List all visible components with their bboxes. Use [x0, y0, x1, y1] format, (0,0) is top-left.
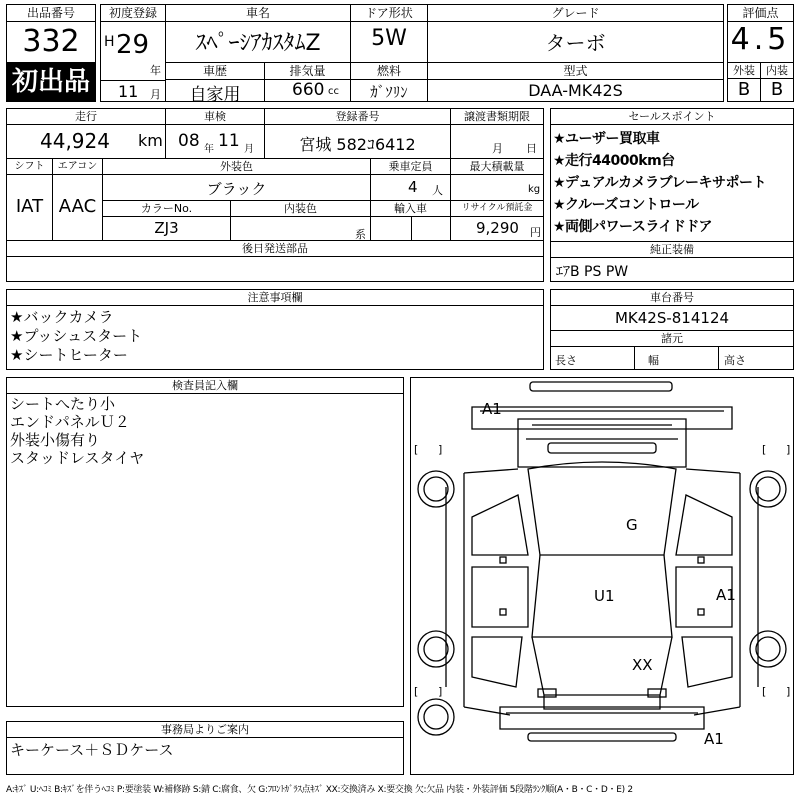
fuel-label: 燃料	[350, 62, 428, 80]
sales-point-item: ★クルーズコントロール	[553, 197, 699, 213]
mileage-label: 走行	[6, 108, 166, 125]
inspector-notes-title: 検査員記入欄	[6, 377, 404, 394]
fuel-type: ｶﾞｿﾘﾝ	[370, 83, 408, 101]
sales-point-item: ★走行44000km台	[553, 153, 675, 169]
specifications-title: 諸元	[550, 330, 794, 347]
car-name-label: 車名	[165, 4, 351, 22]
recycle-deposit: 9,290	[476, 219, 519, 237]
era-label: H	[104, 34, 115, 50]
factory-equipment: ｴｱB PS PW	[556, 264, 629, 280]
inspector-note-item: 外装小傷有り	[10, 431, 101, 449]
damage-legend: A:ｷｽﾞ U:ﾍｺﾐ B:ｷｽﾞを伴うﾍｺﾐ P:要塗装 W:補修跡 S:錆 C:腐食、欠 G:ﾌﾛﾝﾄｶﾞﾗｽ点ｷｽﾞ XX:交換済み X:要交換 欠:欠品 内装・外装評価 5段階ﾗﾝｸ順(A・B・C・D・E) 2	[6, 785, 633, 795]
max-load-label: 最大積載量	[450, 158, 544, 175]
inspection-label: 車検	[165, 108, 265, 125]
car-name: ｽﾍﾟｰｼｱｶｽﾀﾑZ	[195, 31, 321, 56]
sales-point-item: ★デュアルカメラブレーキサポート	[553, 175, 767, 191]
registration-number-label: 登録番号	[264, 108, 451, 125]
inspection-year: 08	[178, 131, 200, 151]
mileage: 44,924	[40, 129, 110, 153]
sales-points-list	[553, 128, 766, 238]
color-number: ZJ3	[154, 219, 179, 237]
chassis-number: MK42S-814124	[614, 309, 730, 327]
damage-mark-front: A1	[482, 400, 502, 418]
displacement-label: 排気量	[264, 62, 351, 80]
max-load-unit: kg	[528, 184, 541, 195]
later-parts-label: 後日発送部品	[6, 240, 544, 257]
damage-mark-right-side: A1	[716, 586, 736, 604]
year-unit: 年	[150, 64, 161, 77]
notes-title: 注意事項欄	[6, 289, 544, 306]
svg-text:[: [	[414, 443, 419, 456]
damage-mark-interior: U1	[594, 587, 615, 605]
first-listing-badge: 初出品	[6, 62, 96, 102]
shift-label: シフト	[6, 158, 53, 175]
inspector-note-item: エンドパネルＵ２	[10, 413, 130, 431]
interior-grade-label: 内装	[760, 62, 794, 79]
air-conditioner-label: エアコン	[52, 158, 103, 175]
registration-year: 29	[116, 30, 150, 60]
inspection-year-unit: 年	[204, 144, 214, 155]
lot-number: 332	[22, 24, 80, 59]
svg-text:]: ]	[786, 685, 791, 698]
grade: ターボ	[545, 31, 606, 55]
damage-mark-rear: XX	[632, 656, 653, 674]
interior-color-unit: 系	[355, 228, 366, 241]
car-outline-diagram	[410, 377, 794, 775]
sales-points-title: セールスポイント	[550, 108, 794, 125]
model-code: DAA-MK42S	[528, 81, 623, 100]
note-item: ★バックカメラ	[10, 308, 114, 326]
inspector-note-item: スタッドレスタイヤ	[10, 449, 145, 467]
recycle-deposit-unit: 円	[530, 226, 541, 239]
chassis-number-title: 車台番号	[550, 289, 794, 306]
interior-color-label: 内装色	[230, 200, 371, 217]
first-registration-label: 初度登録	[100, 4, 166, 22]
exterior-grade-label: 外装	[727, 62, 761, 79]
transfer-deadline-label: 譲渡書類期限	[450, 108, 544, 125]
color-number-label: カラーNo.	[102, 200, 231, 217]
office-notice: キーケース＋ＳＤケース	[10, 741, 174, 759]
grade-label: グレード	[427, 4, 724, 22]
note-item: ★プッシュスタート	[10, 327, 143, 345]
inspector-note-item: シートへたり小	[10, 395, 116, 413]
svg-text:[: [	[762, 685, 767, 698]
registration-number: 宮城 582ｺ6412	[299, 135, 416, 154]
air-conditioner: AAC	[58, 196, 97, 217]
later-parts-field	[6, 256, 544, 282]
seating-capacity-label: 乗車定員	[370, 158, 451, 175]
vehicle-history: 自家用	[189, 85, 241, 105]
svg-text:]: ]	[438, 443, 443, 456]
inspection-month-unit: 月	[244, 144, 254, 155]
seating-capacity-unit: 人	[432, 184, 443, 197]
sales-point-item: ★両側パワースライドドア	[553, 219, 713, 235]
damage-mark-rear-bumper: A1	[704, 730, 724, 748]
score-label: 評価点	[727, 4, 794, 22]
transfer-month-unit: 月	[492, 142, 503, 155]
recycle-deposit-label: リサイクル預託金	[450, 200, 544, 217]
svg-text:]: ]	[438, 685, 443, 698]
length-label: 長さ	[555, 354, 577, 367]
overall-score: 4.5	[730, 22, 791, 57]
mileage-unit: km	[138, 131, 163, 150]
office-notice-title: 事務局よりご案内	[6, 721, 404, 738]
svg-text:]: ]	[786, 443, 791, 456]
shift-type: IAT	[15, 196, 44, 217]
exterior-grade: B	[737, 79, 751, 100]
door-type-label: ドア形状	[350, 4, 428, 22]
exterior-color: ブラック	[206, 180, 267, 198]
transfer-day-unit: 日	[526, 142, 537, 155]
height-label: 高さ	[724, 354, 746, 367]
damage-mark-roof: G	[626, 516, 638, 534]
factory-equipment-title: 純正装備	[550, 241, 794, 258]
inspector-notes-list	[10, 395, 144, 467]
exterior-color-label: 外装色	[102, 158, 371, 175]
model-code-label: 型式	[427, 62, 724, 80]
displacement-unit: cc	[328, 86, 339, 97]
svg-text:[: [	[414, 685, 419, 698]
note-item: ★シートヒーター	[10, 346, 128, 364]
inspection-month: 11	[218, 131, 240, 151]
sales-point-item: ★ユーザー買取車	[553, 131, 660, 147]
seating-capacity: 4	[408, 178, 418, 196]
lot-number-label: 出品番号	[6, 4, 96, 22]
door-type: 5W	[371, 26, 407, 51]
registration-month: 11	[118, 82, 139, 101]
svg-text:[: [	[762, 443, 767, 456]
import-label: 輸入車	[370, 200, 451, 217]
interior-grade: B	[770, 79, 784, 100]
width-label: 幅	[648, 354, 659, 367]
displacement: 660	[292, 80, 325, 100]
notes-list	[10, 308, 142, 365]
month-unit: 月	[150, 88, 161, 101]
history-label: 車歴	[165, 62, 265, 80]
